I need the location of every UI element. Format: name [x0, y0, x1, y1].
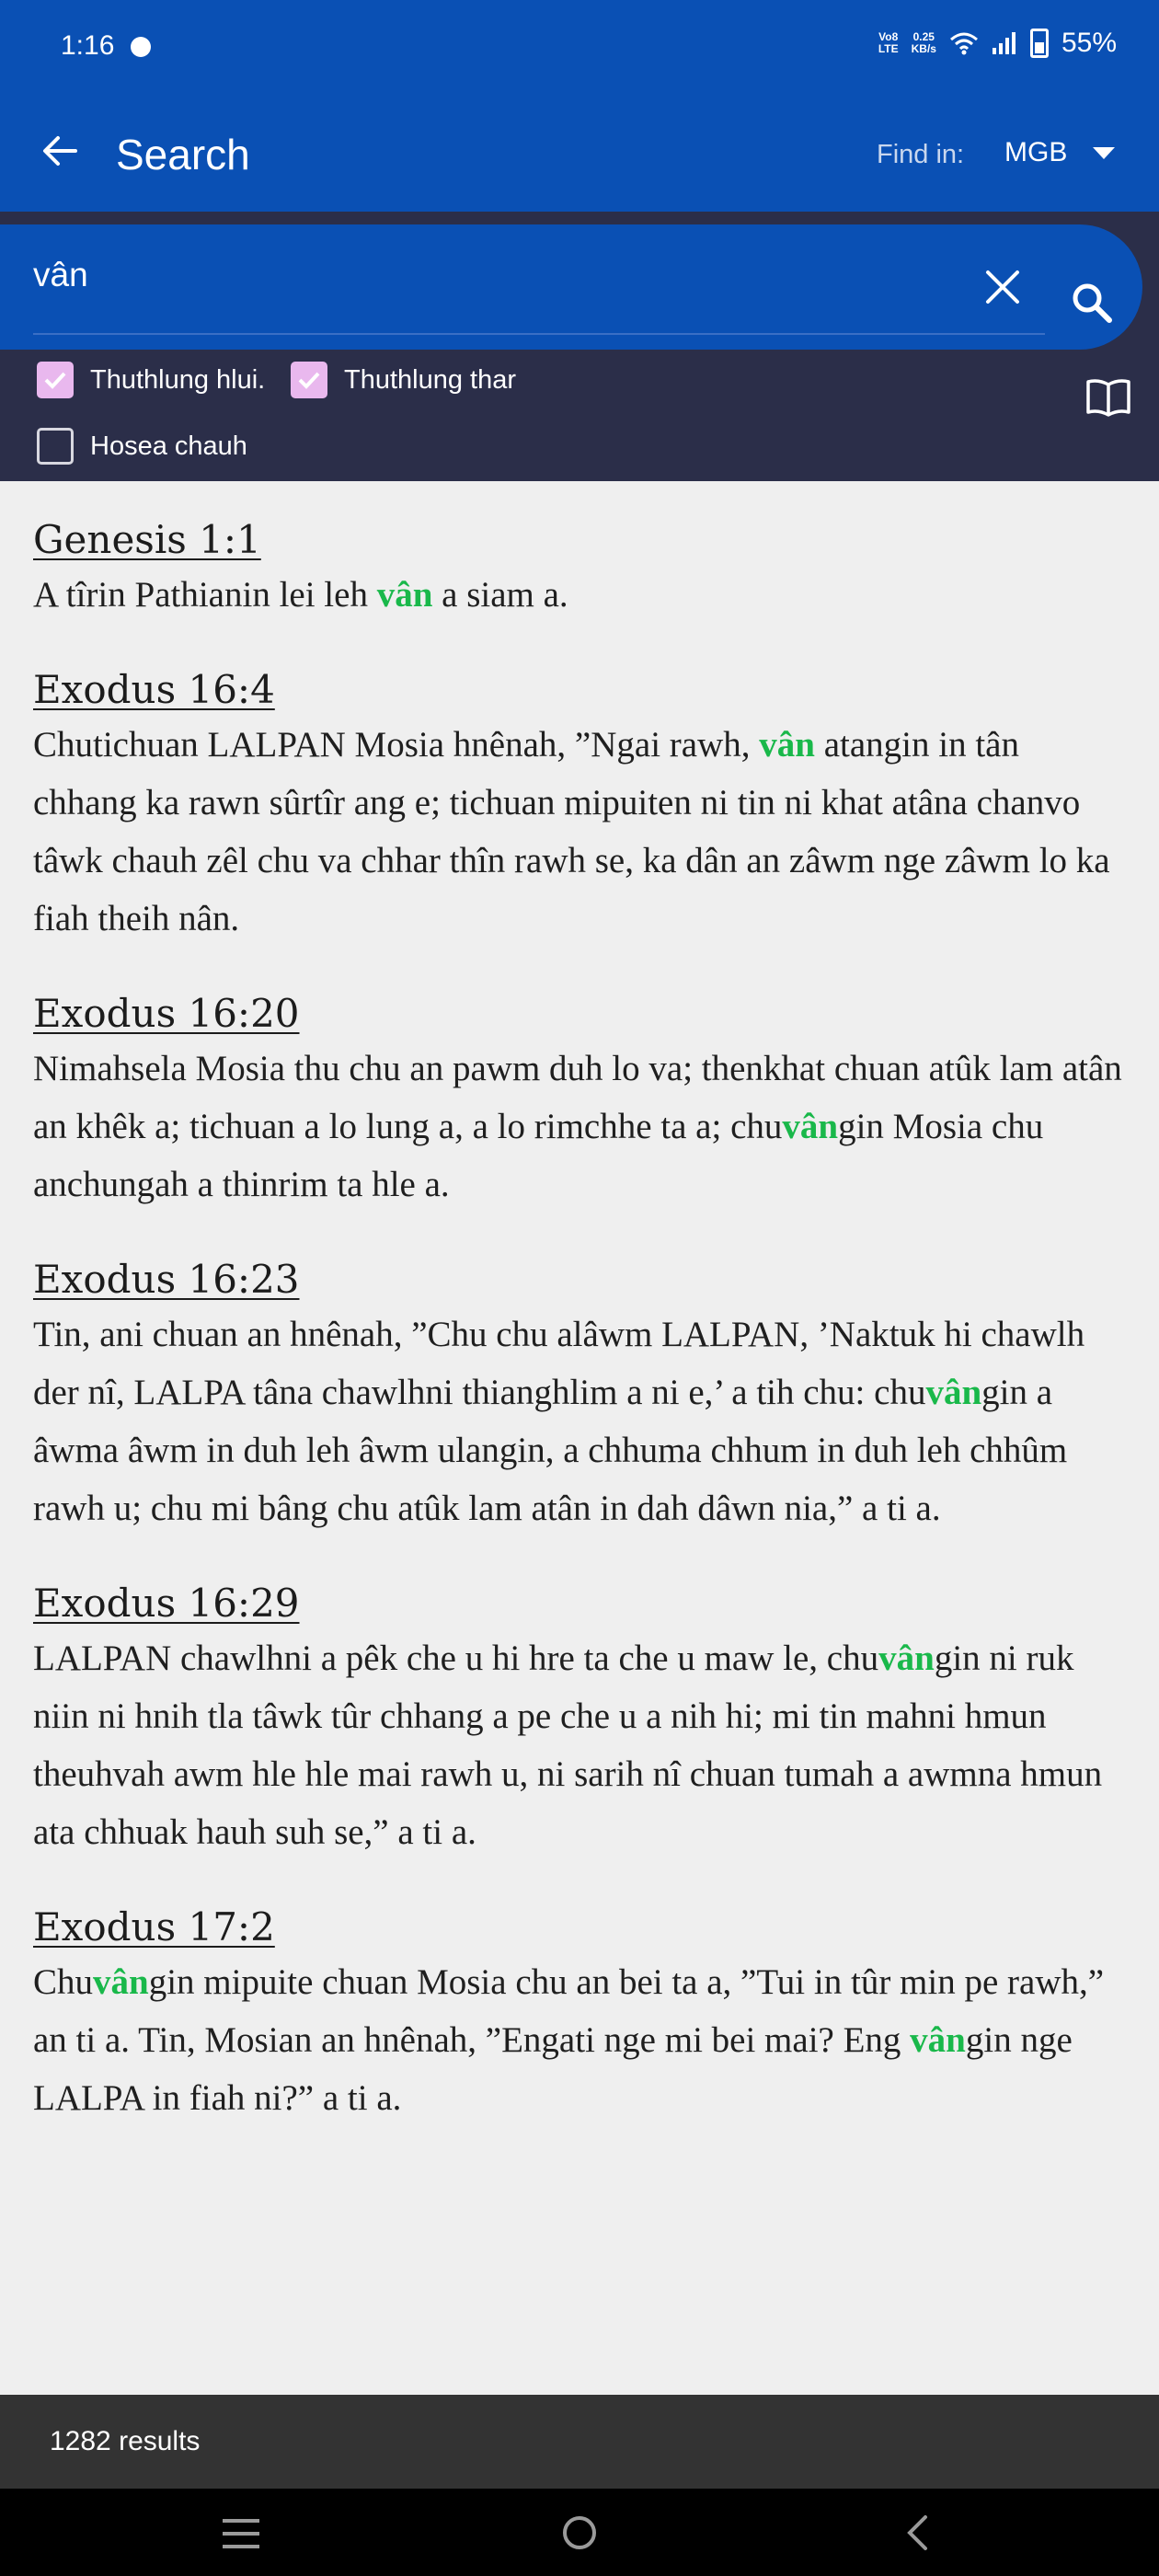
verse-reference[interactable]: Exodus 16:29 [33, 1581, 300, 1626]
search-icon[interactable] [1069, 280, 1115, 326]
result-item[interactable] [33, 1543, 1126, 1867]
back-arrow-icon[interactable] [37, 128, 83, 174]
result-item[interactable] [33, 481, 1126, 629]
verse-text [33, 716, 1126, 953]
search-match-highlight: vân [925, 1373, 982, 1412]
filter-new-testament[interactable] [291, 362, 516, 398]
data-speed: 0.25 KB/s [911, 30, 936, 55]
checkbox-checked-icon[interactable] [37, 362, 74, 398]
result-item[interactable] [33, 953, 1126, 1219]
search-panel [0, 212, 1159, 481]
verse-reference[interactable]: Exodus 16:4 [33, 667, 275, 712]
filter-old-testament[interactable] [37, 362, 265, 398]
verse-text [33, 1040, 1126, 1219]
battery-icon [1030, 29, 1049, 58]
battery-percent: 55% [1061, 28, 1117, 58]
verse-text-segment: LALPAN chawlhni a pêk che u hi hre ta che u maw le, chu [33, 1639, 879, 1678]
verse-text-segment: gin a âwma âwm in duh leh âwm ulangin, a chhuma chhum in duh leh chhûm rawh u; chu mi bâng chu atûk lam atân in dah dâwn nia,” a ti a. [33, 1373, 1068, 1528]
verse-text [33, 566, 1126, 629]
close-icon[interactable] [981, 265, 1025, 309]
search-match-highlight: vân [376, 575, 433, 615]
verse-text [33, 1953, 1126, 2133]
back-icon[interactable] [903, 2513, 931, 2552]
result-item[interactable] [33, 629, 1126, 953]
result-item[interactable] [33, 1867, 1126, 2133]
verse-reference[interactable]: Exodus 17:2 [33, 1904, 275, 1949]
verse-text-segment: a siam a. [432, 575, 568, 615]
search-input[interactable]: vân [33, 256, 88, 293]
verse-text [33, 1305, 1126, 1543]
verse-text-segment: A tîrin Pathianin lei leh [33, 575, 377, 615]
network-label: Vo8 LTE [878, 30, 899, 55]
verse-reference[interactable]: Exodus 16:20 [33, 991, 300, 1036]
search-match-highlight: vân [910, 2020, 966, 2060]
search-match-highlight: vân [878, 1639, 935, 1678]
verse-text-segment: gin Mosia chu anchungah a thinrim ta hle a. [33, 1107, 1044, 1204]
result-item[interactable] [33, 1219, 1126, 1543]
results-list [0, 481, 1159, 2395]
filter-label: Hosea chauh [90, 431, 247, 461]
verse-text-segment: gin nge LALPA in fiah ni?” a ti a. [33, 2020, 1073, 2118]
status-time: 1:16 [61, 30, 115, 61]
search-match-highlight: vân [782, 1107, 839, 1146]
menu-icon[interactable] [221, 2517, 261, 2550]
verse-text-segment: gin mipuite chuan Mosia chu an bei ta a, ”Tui in tûr min pe rawh,” an ti a. Tin, Mosian an hnênah, ”Engati nge mi bei mai? Eng [33, 1962, 1105, 2060]
checkbox-unchecked-icon[interactable] [37, 428, 74, 465]
results-footer [0, 2395, 1159, 2489]
search-underline [33, 333, 1045, 335]
system-nav-bar [0, 2489, 1159, 2576]
search-match-highlight: vân [759, 725, 815, 765]
search-match-highlight: vân [93, 1962, 149, 2002]
chevron-down-icon[interactable] [1093, 147, 1115, 159]
search-box [0, 224, 1142, 350]
filter-label: Thuthlung hlui. [90, 364, 266, 395]
verse-text [33, 1629, 1126, 1867]
verse-text-segment: Chu [33, 1962, 94, 2002]
find-in-label: Find in: [877, 140, 965, 169]
signal-icon [992, 31, 1017, 55]
version-dropdown[interactable]: MGB [1004, 137, 1068, 167]
notification-icon [131, 37, 151, 57]
verse-text-segment: atangin in tân chhang ka rawn sûrtîr ang e; tichuan mipuiten ni tin ni khat atâna chanvo tâwk chauh zêl chu va chhar thîn rawh se, ka dân an zâwm nge zâwm lo ka fiah theih nân. [33, 725, 1110, 938]
filter-hosea-only[interactable] [37, 428, 247, 465]
book-icon[interactable] [1085, 377, 1131, 418]
status-bar [0, 0, 1159, 97]
verse-reference[interactable]: Exodus 16:23 [33, 1257, 300, 1302]
wifi-icon [949, 31, 979, 55]
verse-text-segment: gin ni ruk niin ni hnih tla tâwk tûr chhang a pe che u a nih hi; mi tin mahni hmun theuhvah awm hle hle mai rawh u, ni sarih nî chuan tumah a awmna hmun ata chhuak hauh suh se,” a ti a. [33, 1639, 1103, 1852]
filter-label: Thuthlung thar [344, 364, 517, 395]
verse-reference[interactable]: Genesis 1:1 [33, 517, 261, 562]
results-count: 1282 results [50, 2426, 201, 2456]
page-title: Search [116, 131, 250, 178]
checkbox-checked-icon[interactable] [291, 362, 327, 398]
verse-text-segment: Tin, ani chuan an hnênah, ”Chu chu alâwm LALPAN, ’Naktuk hi chawlh der nî, LALPA tâna chawlhni thianghlim a ni e,’ a tih chu: chu [33, 1315, 1085, 1412]
verse-text-segment: Nimahsela Mosia thu chu an pawm duh lo va; thenkhat chuan atûk lam atân an khêk a; tichuan a lo lung a, a lo rimchhe ta a; chu [33, 1049, 1122, 1146]
home-icon[interactable] [561, 2514, 598, 2551]
app-bar [0, 97, 1159, 212]
verse-text-segment: Chutichuan LALPAN Mosia hnênah, ”Ngai rawh, [33, 725, 760, 765]
